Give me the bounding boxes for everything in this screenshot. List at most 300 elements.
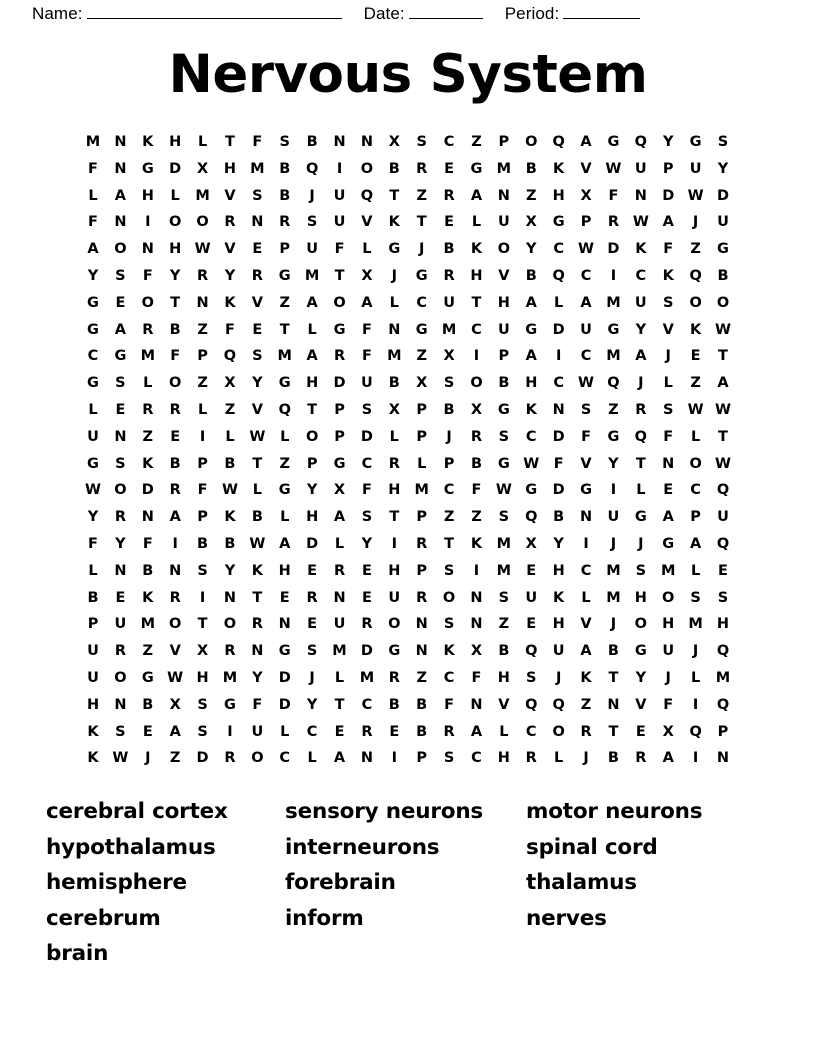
grid-cell[interactable]: Q <box>607 375 620 392</box>
grid-cell[interactable]: Y <box>169 267 181 284</box>
grid-cell[interactable]: T <box>471 294 482 311</box>
grid-cell[interactable]: R <box>361 723 373 740</box>
grid-cell[interactable]: W <box>194 241 211 258</box>
grid-cell[interactable]: T <box>252 589 263 606</box>
grid-cell[interactable]: E <box>526 562 537 579</box>
grid-cell[interactable]: R <box>114 509 126 526</box>
grid-cell[interactable]: W <box>112 750 129 767</box>
grid-cell[interactable]: W <box>714 401 731 418</box>
grid-cell[interactable]: R <box>443 267 455 284</box>
grid-cell[interactable]: X <box>196 643 209 660</box>
grid-cell[interactable]: F <box>252 134 263 150</box>
grid-cell[interactable]: O <box>470 375 483 392</box>
grid-cell[interactable]: O <box>196 214 209 231</box>
grid-cell[interactable]: T <box>197 616 208 633</box>
grid-cell[interactable]: F <box>142 267 153 284</box>
grid-cell[interactable]: Q <box>552 696 565 713</box>
grid-cell[interactable]: K <box>553 589 565 606</box>
grid-cell[interactable]: P <box>279 241 291 258</box>
word-list-item[interactable]: thalamus <box>526 870 637 896</box>
grid-cell[interactable]: R <box>251 267 263 284</box>
grid-cell[interactable]: W <box>578 375 595 392</box>
grid-cell[interactable]: O <box>169 214 182 231</box>
grid-cell[interactable]: N <box>141 509 154 526</box>
grid-cell[interactable]: K <box>87 723 99 740</box>
grid-cell[interactable]: R <box>580 723 592 740</box>
grid-cell[interactable]: N <box>278 616 291 633</box>
grid-cell[interactable]: Y <box>224 267 236 284</box>
grid-cell[interactable]: H <box>662 616 675 633</box>
grid-cell[interactable]: Q <box>689 723 702 740</box>
grid-cell[interactable]: J <box>665 348 671 365</box>
grid-cell[interactable]: C <box>416 294 428 311</box>
grid-cell[interactable]: J <box>692 214 699 231</box>
grid-cell[interactable]: U <box>87 428 99 445</box>
grid-cell[interactable]: Y <box>306 482 318 499</box>
grid-cell[interactable]: C <box>279 750 291 767</box>
grid-cell[interactable]: Y <box>252 669 263 686</box>
grid-cell[interactable]: A <box>717 375 729 392</box>
grid-cell[interactable]: L <box>636 482 646 499</box>
grid-cell[interactable]: H <box>497 294 510 311</box>
grid-cell[interactable]: I <box>473 562 480 579</box>
grid-cell[interactable]: Z <box>580 696 592 713</box>
grid-cell[interactable]: M <box>250 160 265 177</box>
grid-cell[interactable]: L <box>252 482 262 499</box>
grid-cell[interactable]: L <box>197 134 208 150</box>
grid-cell[interactable]: A <box>333 750 346 767</box>
grid-cell[interactable]: G <box>415 321 428 338</box>
grid-cell[interactable]: A <box>662 214 674 231</box>
grid-cell[interactable]: L <box>334 535 345 552</box>
grid-cell[interactable]: F <box>608 187 619 204</box>
grid-cell[interactable]: T <box>635 455 646 472</box>
grid-cell[interactable]: J <box>638 535 644 552</box>
grid-cell[interactable]: H <box>196 669 209 686</box>
grid-cell[interactable]: Y <box>526 241 537 258</box>
grid-cell[interactable]: O <box>689 294 702 311</box>
grid-cell[interactable]: E <box>526 616 537 633</box>
grid-cell[interactable]: R <box>333 562 346 579</box>
grid-cell[interactable]: B <box>169 455 181 472</box>
grid-cell[interactable]: V <box>169 643 181 660</box>
grid-cell[interactable]: R <box>470 428 483 445</box>
grid-cell[interactable]: S <box>443 616 455 633</box>
grid-cell[interactable]: A <box>333 509 346 526</box>
grid-cell[interactable]: V <box>635 696 647 713</box>
grid-cell[interactable]: B <box>607 750 619 767</box>
grid-cell[interactable]: F <box>197 482 208 499</box>
grid-cell[interactable]: E <box>115 401 126 418</box>
grid-cell[interactable]: S <box>252 187 263 204</box>
grid-cell[interactable]: H <box>86 696 100 713</box>
grid-cell[interactable]: N <box>470 589 483 606</box>
grid-cell[interactable]: R <box>224 643 236 660</box>
grid-cell[interactable]: O <box>552 723 565 740</box>
grid-cell[interactable]: L <box>389 294 399 311</box>
grid-cell[interactable]: I <box>199 428 206 445</box>
grid-cell[interactable]: O <box>114 241 127 258</box>
grid-cell[interactable]: T <box>389 509 400 526</box>
grid-cell[interactable]: V <box>251 401 263 418</box>
grid-cell[interactable]: W <box>687 187 704 204</box>
grid-cell[interactable]: K <box>443 643 455 660</box>
grid-cell[interactable]: M <box>606 589 621 606</box>
grid-cell[interactable]: S <box>662 294 674 311</box>
grid-cell[interactable]: S <box>635 562 647 579</box>
grid-cell[interactable]: S <box>498 428 510 445</box>
grid-cell[interactable]: D <box>278 696 291 713</box>
grid-cell[interactable]: I <box>692 750 699 767</box>
grid-cell[interactable]: M <box>496 160 512 177</box>
grid-cell[interactable]: D <box>196 750 209 767</box>
grid-cell[interactable]: H <box>223 160 237 177</box>
grid-cell[interactable]: L <box>362 241 372 258</box>
grid-cell[interactable]: G <box>333 321 346 338</box>
grid-cell[interactable]: Y <box>224 562 236 579</box>
grid-cell[interactable]: U <box>87 643 99 660</box>
grid-cell[interactable]: J <box>555 669 562 686</box>
grid-cell[interactable]: W <box>495 482 512 499</box>
grid-cell[interactable]: C <box>525 428 537 445</box>
grid-cell[interactable]: W <box>167 669 184 686</box>
grid-cell[interactable]: J <box>309 669 315 686</box>
grid-cell[interactable]: Z <box>224 401 236 418</box>
grid-cell[interactable]: H <box>552 616 565 633</box>
grid-cell[interactable]: N <box>114 562 127 579</box>
grid-cell[interactable]: S <box>717 134 729 150</box>
grid-cell[interactable]: E <box>115 589 126 606</box>
grid-cell[interactable]: K <box>224 509 236 526</box>
grid-cell[interactable]: E <box>663 482 674 499</box>
grid-cell[interactable]: Q <box>716 535 730 552</box>
grid-cell[interactable]: S <box>498 589 510 606</box>
grid-cell[interactable]: P <box>416 428 428 445</box>
grid-cell[interactable]: Q <box>634 134 647 150</box>
grid-cell[interactable]: T <box>334 267 345 284</box>
grid-cell[interactable]: W <box>249 428 266 445</box>
grid-cell[interactable]: W <box>249 535 266 552</box>
grid-cell[interactable]: J <box>610 535 617 552</box>
grid-cell[interactable]: K <box>142 134 154 150</box>
grid-cell[interactable]: M <box>606 348 621 365</box>
grid-cell[interactable]: B <box>525 267 537 284</box>
grid-cell[interactable]: E <box>444 214 455 231</box>
grid-cell[interactable]: R <box>525 750 537 767</box>
grid-cell[interactable]: G <box>278 375 291 392</box>
grid-cell[interactable]: T <box>279 321 290 338</box>
grid-cell[interactable]: L <box>88 187 98 204</box>
grid-cell[interactable]: H <box>497 669 510 686</box>
grid-cell[interactable]: D <box>141 482 154 499</box>
grid-cell[interactable]: A <box>306 348 318 365</box>
grid-cell[interactable]: U <box>251 723 264 740</box>
grid-cell[interactable]: N <box>634 187 647 204</box>
word-list-item[interactable]: cerebrum <box>46 905 161 931</box>
grid-cell[interactable]: K <box>470 241 483 258</box>
grid-cell[interactable]: L <box>690 669 701 686</box>
grid-cell[interactable]: R <box>416 535 428 552</box>
grid-cell[interactable]: P <box>498 348 510 365</box>
grid-cell[interactable]: F <box>252 696 263 713</box>
grid-cell[interactable]: E <box>361 589 372 606</box>
grid-cell[interactable]: X <box>470 401 483 418</box>
grid-cell[interactable]: M <box>277 348 292 365</box>
grid-cell[interactable]: J <box>446 428 452 445</box>
grid-cell[interactable]: M <box>715 669 731 686</box>
word-list-item[interactable]: hypothalamus <box>46 834 216 860</box>
grid-cell[interactable]: G <box>525 482 538 499</box>
grid-cell[interactable]: J <box>583 750 589 767</box>
grid-cell[interactable]: Q <box>360 187 374 204</box>
grid-cell[interactable]: L <box>307 321 317 338</box>
grid-cell[interactable]: R <box>607 214 620 231</box>
grid-cell[interactable]: M <box>387 348 402 365</box>
grid-cell[interactable]: A <box>169 509 181 526</box>
grid-cell[interactable]: R <box>388 669 400 686</box>
grid-cell[interactable]: T <box>170 294 181 311</box>
grid-cell[interactable]: Z <box>690 375 701 392</box>
word-search-grid[interactable] <box>79 129 736 772</box>
grid-cell[interactable]: S <box>361 401 373 418</box>
grid-cell[interactable]: M <box>359 669 375 686</box>
grid-cell[interactable]: P <box>334 401 345 418</box>
grid-cell[interactable]: G <box>278 643 291 660</box>
grid-cell[interactable]: C <box>443 669 455 686</box>
grid-cell[interactable]: Y <box>115 535 126 552</box>
grid-cell[interactable]: A <box>662 509 674 526</box>
grid-cell[interactable]: X <box>443 348 455 365</box>
grid-cell[interactable]: S <box>443 375 455 392</box>
grid-cell[interactable]: S <box>115 375 126 392</box>
grid-cell[interactable]: A <box>306 294 318 311</box>
grid-cell[interactable]: X <box>196 160 209 177</box>
grid-cell[interactable]: V <box>224 187 236 204</box>
grid-cell[interactable]: R <box>361 616 373 633</box>
grid-cell[interactable]: M <box>222 669 238 686</box>
grid-cell[interactable]: K <box>580 669 592 686</box>
grid-cell[interactable]: I <box>473 348 480 365</box>
grid-cell[interactable]: Q <box>552 134 565 150</box>
grid-cell[interactable]: Z <box>471 509 482 526</box>
grid-cell[interactable]: X <box>169 696 181 713</box>
grid-cell[interactable]: P <box>306 455 318 472</box>
grid-cell[interactable]: M <box>496 562 512 579</box>
grid-cell[interactable]: O <box>716 294 730 311</box>
grid-cell[interactable]: M <box>195 187 210 204</box>
grid-cell[interactable]: V <box>662 321 674 338</box>
grid-cell[interactable]: B <box>416 723 428 740</box>
grid-cell[interactable]: V <box>580 160 592 177</box>
grid-cell[interactable]: H <box>278 562 291 579</box>
grid-cell[interactable]: C <box>635 267 647 284</box>
grid-cell[interactable]: C <box>87 348 99 365</box>
grid-cell[interactable]: C <box>525 723 537 740</box>
grid-cell[interactable]: X <box>470 643 483 660</box>
grid-cell[interactable]: N <box>360 134 373 150</box>
grid-cell[interactable]: J <box>418 241 425 258</box>
grid-cell[interactable]: M <box>441 321 457 338</box>
grid-cell[interactable]: W <box>578 241 595 258</box>
grid-cell[interactable]: Z <box>416 669 427 686</box>
grid-cell[interactable]: G <box>497 401 510 418</box>
grid-cell[interactable]: D <box>552 321 565 338</box>
grid-cell[interactable]: G <box>278 267 291 284</box>
grid-cell[interactable]: Q <box>525 696 538 713</box>
grid-cell[interactable]: X <box>416 375 428 392</box>
grid-cell[interactable]: A <box>580 643 592 660</box>
grid-cell[interactable]: K <box>553 160 565 177</box>
grid-cell[interactable]: F <box>88 535 98 552</box>
grid-cell[interactable]: R <box>443 723 455 740</box>
grid-cell[interactable]: P <box>662 160 674 177</box>
grid-cell[interactable]: V <box>361 214 373 231</box>
grid-cell[interactable]: S <box>416 134 427 150</box>
grid-cell[interactable]: S <box>279 134 290 150</box>
grid-cell[interactable]: H <box>552 187 565 204</box>
grid-cell[interactable]: N <box>114 214 127 231</box>
grid-cell[interactable]: N <box>607 696 620 713</box>
grid-cell[interactable]: O <box>689 455 702 472</box>
grid-cell[interactable]: Q <box>525 643 538 660</box>
grid-cell[interactable]: B <box>169 321 181 338</box>
grid-cell[interactable]: S <box>197 723 208 740</box>
grid-cell[interactable]: P <box>197 348 208 365</box>
grid-cell[interactable]: J <box>391 267 397 284</box>
grid-cell[interactable]: K <box>635 241 647 258</box>
grid-cell[interactable]: K <box>87 750 99 767</box>
grid-cell[interactable]: C <box>471 750 482 767</box>
grid-cell[interactable]: F <box>444 696 455 713</box>
grid-cell[interactable]: C <box>553 241 564 258</box>
grid-cell[interactable]: A <box>470 187 483 204</box>
grid-cell[interactable]: I <box>610 482 617 499</box>
grid-cell[interactable]: G <box>634 509 647 526</box>
grid-cell[interactable]: A <box>114 187 127 204</box>
grid-cell[interactable]: N <box>360 750 373 767</box>
grid-cell[interactable]: O <box>169 375 182 392</box>
grid-cell[interactable]: T <box>444 535 455 552</box>
grid-cell[interactable]: U <box>552 643 565 660</box>
grid-cell[interactable]: S <box>115 723 126 740</box>
grid-cell[interactable]: X <box>388 401 400 418</box>
grid-cell[interactable]: T <box>718 348 728 365</box>
grid-cell[interactable]: O <box>525 134 538 150</box>
grid-cell[interactable]: G <box>141 160 154 177</box>
grid-cell[interactable]: R <box>224 214 236 231</box>
grid-cell[interactable]: B <box>388 696 400 713</box>
grid-cell[interactable]: R <box>635 401 647 418</box>
grid-cell[interactable]: J <box>638 375 644 392</box>
grid-cell[interactable]: G <box>415 267 428 284</box>
period-blank-line[interactable] <box>563 5 640 19</box>
grid-cell[interactable]: U <box>717 509 729 526</box>
grid-cell[interactable]: O <box>114 669 127 686</box>
grid-cell[interactable]: W <box>714 321 731 338</box>
grid-cell[interactable]: B <box>607 643 619 660</box>
grid-cell[interactable]: Z <box>608 401 619 418</box>
grid-cell[interactable]: R <box>196 267 209 284</box>
grid-cell[interactable]: E <box>389 723 400 740</box>
grid-cell[interactable]: O <box>169 616 182 633</box>
grid-cell[interactable]: Q <box>278 401 291 418</box>
grid-cell[interactable]: P <box>416 562 428 579</box>
grid-cell[interactable]: Y <box>252 375 263 392</box>
grid-cell[interactable]: L <box>499 723 509 740</box>
grid-cell[interactable]: N <box>662 455 675 472</box>
grid-cell[interactable]: O <box>662 589 675 606</box>
grid-cell[interactable]: S <box>526 669 537 686</box>
grid-cell[interactable]: B <box>224 535 236 552</box>
grid-cell[interactable]: V <box>580 455 592 472</box>
grid-cell[interactable]: L <box>143 375 153 392</box>
grid-cell[interactable]: E <box>334 723 345 740</box>
grid-cell[interactable]: H <box>169 241 182 258</box>
grid-cell[interactable]: X <box>525 535 537 552</box>
grid-cell[interactable]: M <box>606 294 621 311</box>
grid-cell[interactable]: B <box>416 696 428 713</box>
grid-cell[interactable]: W <box>221 482 238 499</box>
grid-cell[interactable]: X <box>525 214 537 231</box>
word-list-item[interactable]: motor neurons <box>526 799 703 825</box>
grid-cell[interactable]: Y <box>635 321 647 338</box>
grid-cell[interactable]: V <box>251 294 263 311</box>
grid-cell[interactable]: L <box>471 214 482 231</box>
grid-cell[interactable]: Q <box>305 160 319 177</box>
grid-cell[interactable]: G <box>87 321 99 338</box>
grid-cell[interactable]: N <box>415 643 428 660</box>
grid-cell[interactable]: T <box>416 214 427 231</box>
grid-cell[interactable]: N <box>333 134 346 150</box>
grid-cell[interactable]: O <box>114 482 127 499</box>
word-list-item[interactable]: brain <box>46 941 109 967</box>
grid-cell[interactable]: H <box>141 187 154 204</box>
grid-cell[interactable]: U <box>689 160 702 177</box>
grid-cell[interactable]: R <box>306 589 318 606</box>
grid-cell[interactable]: T <box>389 187 400 204</box>
grid-cell[interactable]: Q <box>716 482 730 499</box>
grid-cell[interactable]: R <box>279 214 291 231</box>
grid-cell[interactable]: K <box>251 562 263 579</box>
grid-cell[interactable]: D <box>607 241 620 258</box>
grid-cell[interactable]: O <box>223 616 237 633</box>
grid-cell[interactable]: G <box>87 294 99 311</box>
grid-cell[interactable]: V <box>498 696 510 713</box>
date-blank-line[interactable] <box>409 5 483 19</box>
grid-cell[interactable]: B <box>224 455 236 472</box>
grid-cell[interactable]: T <box>718 428 728 445</box>
grid-cell[interactable]: G <box>662 535 675 552</box>
grid-cell[interactable]: X <box>333 482 346 499</box>
grid-cell[interactable]: B <box>279 187 291 204</box>
grid-cell[interactable]: O <box>497 241 511 258</box>
grid-cell[interactable]: P <box>690 509 701 526</box>
grid-cell[interactable]: A <box>169 723 181 740</box>
grid-cell[interactable]: G <box>87 455 99 472</box>
grid-cell[interactable]: M <box>332 643 347 660</box>
grid-cell[interactable]: C <box>580 267 592 284</box>
grid-cell[interactable]: A <box>635 348 647 365</box>
grid-cell[interactable]: Z <box>142 643 154 660</box>
grid-cell[interactable]: F <box>663 241 674 258</box>
grid-cell[interactable]: Y <box>608 455 619 472</box>
word-list-item[interactable]: hemisphere <box>46 870 187 896</box>
grid-cell[interactable]: G <box>333 455 346 472</box>
grid-cell[interactable]: N <box>114 696 127 713</box>
grid-cell[interactable]: L <box>88 562 98 579</box>
grid-cell[interactable]: A <box>662 750 674 767</box>
grid-cell[interactable]: U <box>580 321 592 338</box>
